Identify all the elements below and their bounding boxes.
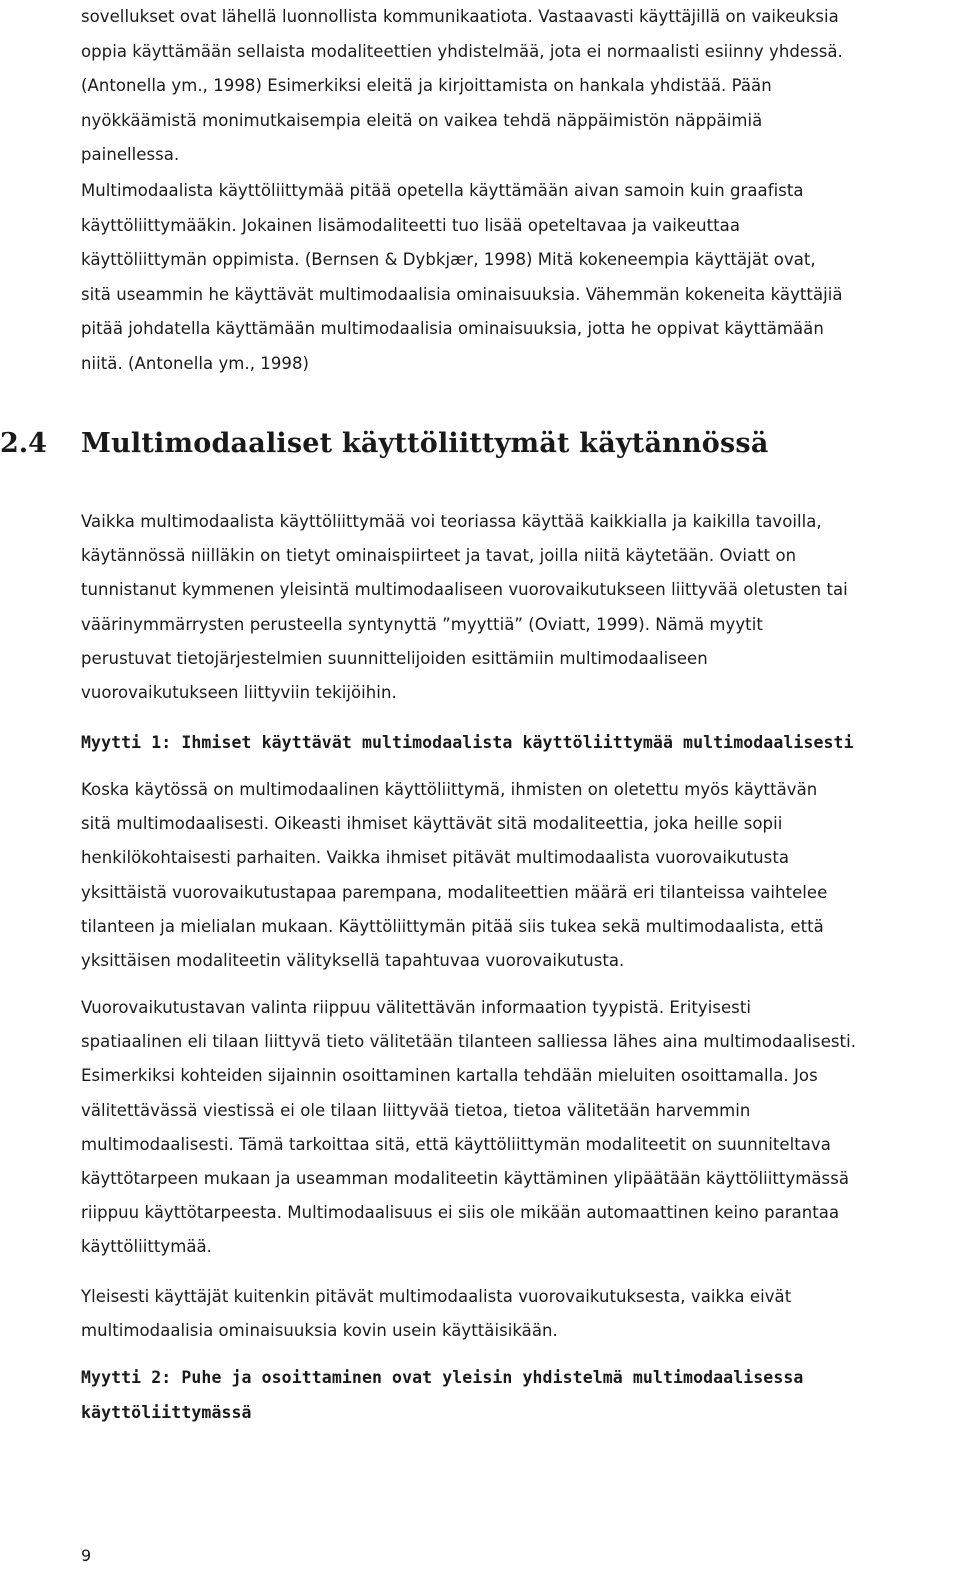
text-line: sovellukset ovat lähellä luonnollista kommunikaatiota. Vastaavasti käyttäjillä on vaikeuksia: [81, 7, 839, 26]
text-line: väärinymmärrysten perusteella syntynyttä ”myyttiä” (Oviatt, 1999). Nämä myytit: [81, 614, 763, 634]
text-line: Koska käytössä on multimodaalinen käyttöliittymä, ihmisten on oletettu myös käyttävän: [81, 780, 818, 799]
text-line: käytännössä niilläkin on tietyt ominaispiirteet ja tavat, joilla niitä käytetään. Oviatt on: [81, 546, 797, 566]
text-line: tunnistanut kymmenen yleisintä multimodaaliseen vuorovaikutukseen liittyvää oletusten tai: [81, 580, 848, 600]
myth-2-heading: [81, 1361, 957, 1430]
text-line: Vuorovaikutustavan valinta riippuu välitettävän informaation tyypistä. Erityisesti: [81, 998, 751, 1017]
paragraph-myth-1-body: [81, 773, 957, 978]
text-line: yksittäisen modaliteetin välityksellä tapahtuvaa vuorovaikutusta.: [81, 951, 625, 971]
text-line: Esimerkiksi kohteiden sijainnin osoittaminen kartalla tehdään mieluiten osoittamalla. Jos: [81, 1066, 818, 1086]
text-line: (Antonella ym., 1998) Esimerkiksi eleitä ja kirjoittamista on hankala yhdistää. Pään: [81, 76, 772, 95]
section-number: 2.4: [0, 428, 47, 459]
text-line: niitä. (Antonella ym., 1998): [81, 353, 309, 373]
text-line: Vaikka multimodaalista käyttöliittymää voi teoriassa käyttää kaikkialla ja kaikilla tavoilla,: [81, 512, 822, 531]
paragraph-interaction-choice: [81, 991, 957, 1265]
text-line: painellessa.: [81, 145, 180, 164]
text-line: oppia käyttämään sellaista modaliteettien yhdistelmää, jota ei normaalisti esiinny yhdessä.: [81, 41, 843, 61]
text-line: tilanteen ja mielialan mukaan. Käyttöliittymän pitää siis tukea sekä multimodaalista, että: [81, 916, 824, 936]
text-line: Yleisesti käyttäjät kuitenkin pitävät multimodaalista vuorovaikutuksesta, vaikka eivät: [81, 1287, 792, 1306]
text-line: sitä multimodaalisesti. Oikeasti ihmiset käyttävät sitä modaliteettia, joka heille sopii: [81, 814, 783, 834]
text-line: henkilökohtaisesti parhaiten. Vaikka ihmiset pitävät multimodaalista vuorovaikutusta: [81, 848, 790, 868]
text-line: multimodaalisesti. Tämä tarkoittaa sitä, että käyttöliittymän modaliteetit on suunniteltava: [81, 1134, 831, 1154]
text-line: Multimodaalista käyttöliittymää pitää opetella käyttämään aivan samoin kuin graafista: [81, 181, 804, 200]
text-line: multimodaalisia ominaisuuksia kovin usein käyttäisikään.: [81, 1321, 558, 1341]
text-line: sitä useammin he käyttävät multimodaalisia ominaisuuksia. Vähemmän kokeneita käyttäjiä: [81, 284, 843, 304]
text-line: pitää johdatella käyttämään multimodaalisia ominaisuuksia, jotta he oppivat käyttämään: [81, 319, 824, 339]
text-line: perustuvat tietojärjestelmien suunnittelijoiden esittämiin multimodaaliseen: [81, 648, 708, 668]
text-line: Myytti 2: Puhe ja osoittaminen ovat yleisin yhdistelmä multimodaalisessa: [81, 1368, 804, 1387]
myth-1-heading: [81, 726, 957, 761]
text-line: käyttöliittymän oppimista. (Bernsen & Dybkjær, 1998) Mitä kokeneempia käyttäjät ovat,: [81, 250, 816, 270]
text-line: käyttöliittymässä: [81, 1402, 252, 1422]
text-line: käyttötarpeen mukaan ja useamman modaliteetin käyttäminen ylipäätään käyttöliittymässä: [81, 1169, 850, 1189]
paragraph-multimodal-learning: [81, 174, 957, 382]
text-line: yksittäistä vuorovaikutustapaa parempana, modaliteettien määrä eri tilanteissa vaihtelee: [81, 882, 828, 902]
paragraph-myths-intro: [81, 505, 957, 710]
text-line: nyökkäämistä monimutkaisempia eleitä on vaikea tehdä näppäimistön näppäimiä: [81, 110, 763, 130]
text-line: spatiaalinen eli tilaan liittyvä tieto välitetään tilanteen salliessa lähes aina multimodaalisesti.: [81, 1032, 857, 1052]
paragraph-general-preference: [81, 1280, 957, 1348]
text-line: vuorovaikutukseen liittyviin tekijöihin.: [81, 683, 397, 703]
text-line: käyttöliittymääkin. Jokainen lisämodaliteetti tuo lisää opeteltavaa ja vaikeuttaa: [81, 215, 741, 235]
text-line: käyttöliittymää.: [81, 1237, 212, 1257]
text-line: Myytti 1: Ihmiset käyttävät multimodaalista käyttöliittymää multimodaalisesti: [81, 733, 854, 752]
paragraph-intro-continued: [81, 0, 957, 173]
text-line: riippuu käyttötarpeesta. Multimodaalisuus ei siis ole mikään automaattinen keino parantaa: [81, 1203, 840, 1223]
text-line: välitettävässä viestissä ei ole tilaan liittyvää tietoa, tietoa välitetään harvemmin: [81, 1100, 751, 1120]
section-title: Multimodaaliset käyttöliittymät käytännössä: [81, 428, 769, 459]
page-number: 9: [81, 1546, 92, 1565]
